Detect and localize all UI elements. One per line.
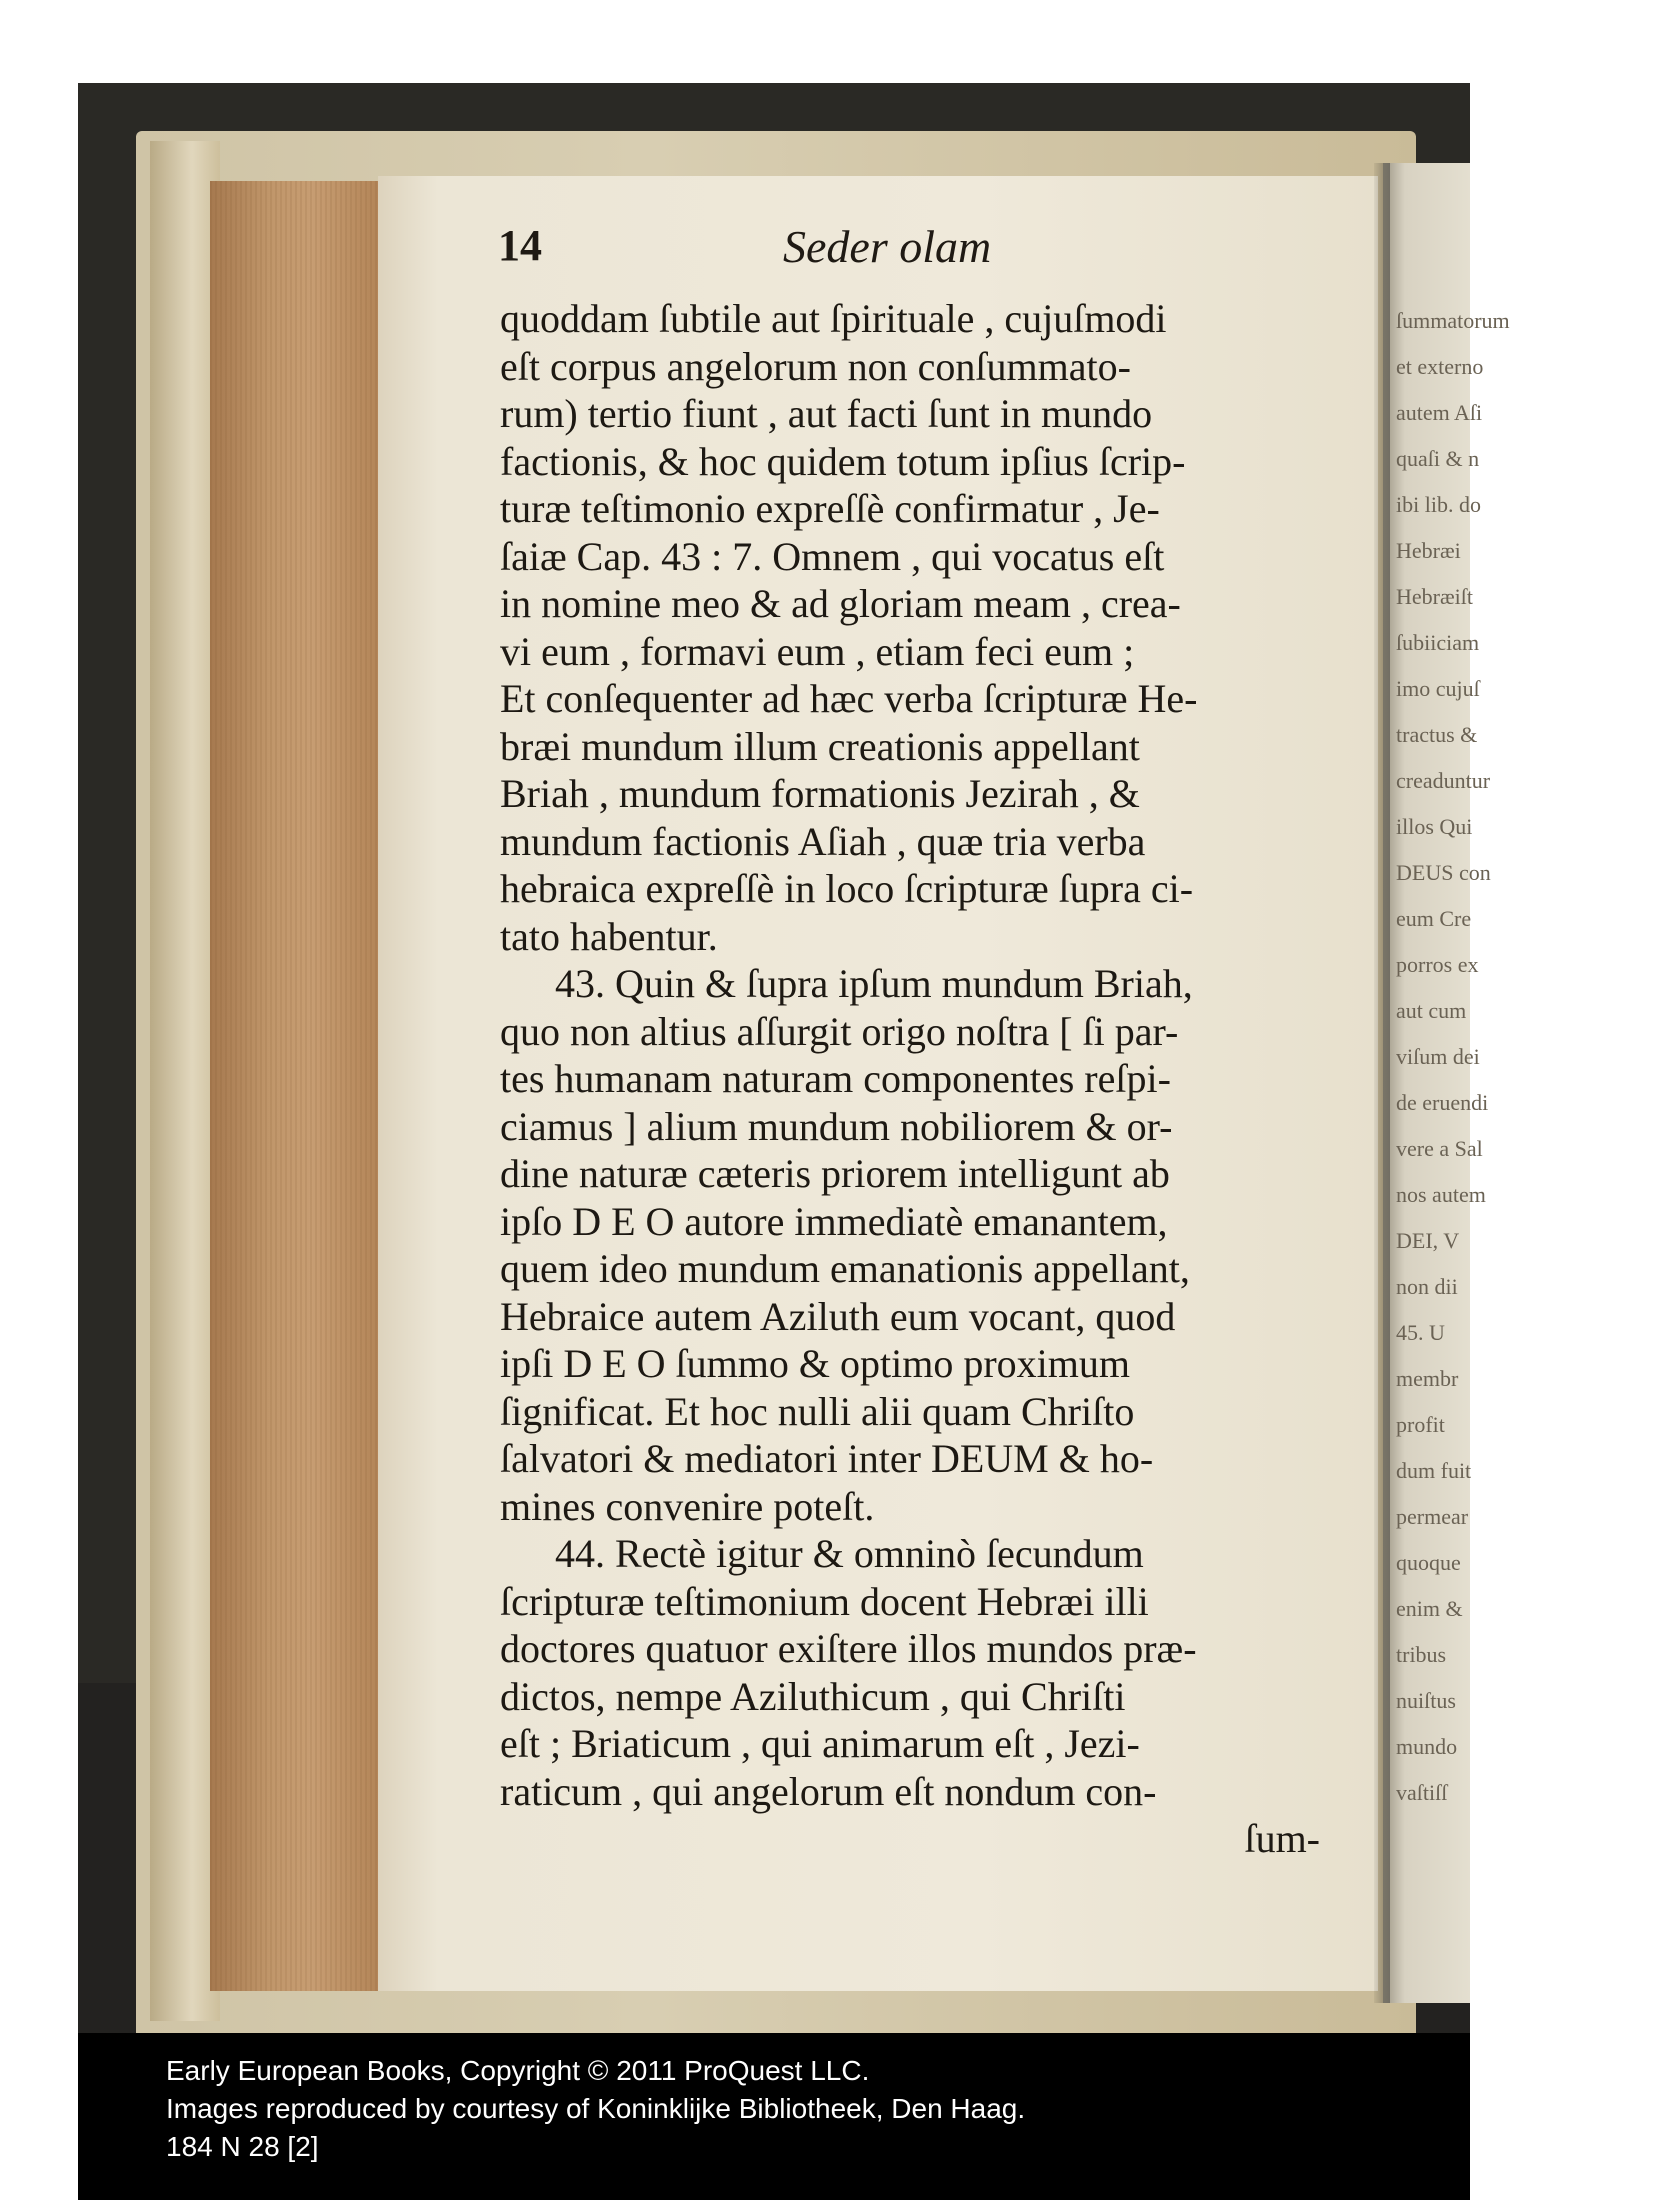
text-line: ipſo D E O autore immediatè emanantem,: [500, 1198, 1168, 1244]
text-line: 44. Rectè igitur & omninò ſecundum: [555, 1531, 1144, 1576]
caption-line-1: Early European Books, Copyright © 2011 ProQuest LLC.: [166, 2055, 870, 2086]
text-line: ipſi D E O ſummo & optimo proximum: [500, 1341, 1130, 1386]
page-body-text: [500, 295, 1320, 1863]
facing-text-line: vaſtiſſ: [1396, 1780, 1448, 1805]
facing-text-line: ſubiiciam: [1396, 630, 1480, 655]
facing-text-line: de eruendi: [1396, 1090, 1489, 1115]
facing-text-line: illos Qui: [1396, 814, 1473, 839]
text-line: vi eum , formavi eum , etiam feci eum ;: [500, 628, 1135, 674]
facing-text-line: quaſi & n: [1396, 446, 1480, 471]
text-line: quo non altius aſſurgit origo noſtra [ ſi par-: [500, 1008, 1179, 1054]
facing-text-line: creaduntur: [1396, 768, 1491, 793]
text-line: quoddam ſubtile aut ſpirituale , cujuſmodi: [500, 296, 1167, 341]
facing-text-line: nuiſtus: [1396, 1688, 1456, 1713]
text-line: in nomine meo & ad gloriam meam , crea-: [500, 581, 1181, 626]
facing-text-line: quoque: [1396, 1550, 1461, 1575]
copyright-caption: [78, 2033, 1470, 2200]
facing-text-line: nos autem: [1396, 1182, 1486, 1207]
facing-text-line: ibi lib. do: [1396, 492, 1481, 517]
facing-text-line: permear: [1396, 1504, 1469, 1529]
text-line: ſcripturæ teſtimonium docent Hebræi illi: [500, 1578, 1149, 1624]
text-line: tato habentur.: [500, 913, 718, 959]
text-line: eſt corpus angelorum non conſummato-: [500, 343, 1131, 389]
text-line: Hebraice autem Aziluth eum vocant, quod: [500, 1293, 1176, 1339]
facing-text-line: vere a Sal: [1396, 1136, 1483, 1161]
text-line: dine naturæ cæteris priorem intelligunt ab: [500, 1151, 1170, 1196]
page-number: 14: [498, 221, 542, 270]
facing-page-text: [1396, 298, 1510, 1816]
facing-text-line: Hebræi: [1396, 538, 1461, 563]
facing-text-line: tribus: [1396, 1642, 1447, 1667]
gutter-shadow: [1374, 163, 1390, 2003]
text-line: quem ideo mundum emanationis appellant,: [500, 1246, 1190, 1291]
text-line: mines convenire poteſt.: [500, 1483, 875, 1529]
text-line: turæ teſtimonio expreſſè confirmatur , Je-: [500, 486, 1160, 531]
text-line: ſignificat. Et hoc nulli alii quam Chriſto: [500, 1388, 1135, 1434]
facing-text-line: viſum dei: [1396, 1044, 1480, 1069]
facing-text-line: DEI, V: [1396, 1228, 1460, 1253]
running-title: Seder olam: [783, 221, 992, 272]
page-edges: [210, 181, 380, 1991]
text-line: ſum-: [1244, 1816, 1320, 1861]
facing-text-line: enim &: [1396, 1596, 1463, 1621]
facing-text-line: et externo: [1396, 354, 1484, 379]
facing-text-line: imo cujuſ: [1396, 676, 1480, 701]
text-line: eſt ; Briaticum , qui animarum eſt , Jezi-: [500, 1721, 1140, 1766]
text-line: hebraica expreſſè in loco ſcripturæ ſupra ci-: [500, 866, 1194, 911]
text-line: ciamus ] alium mundum nobiliorem & or-: [500, 1103, 1173, 1149]
text-line: bræi mundum illum creationis appellant: [500, 723, 1140, 769]
text-line: dictos, nempe Aziluthicum , qui Chriſti: [500, 1673, 1126, 1719]
facing-text-line: profit: [1396, 1412, 1445, 1437]
text-line: tes humanam naturam componentes reſpi-: [500, 1056, 1171, 1101]
text-line: ſaiæ Cap. 43 : 7. Omnem , qui vocatus eſt: [500, 533, 1165, 579]
caption-line-2: Images reproduced by courtesy of Koninklijke Bibliotheek, Den Haag.: [166, 2093, 1026, 2124]
facing-text-line: Hebræiſt: [1396, 584, 1473, 609]
facing-text-line: ſummatorum: [1396, 308, 1510, 333]
facing-text-line: non dii: [1396, 1274, 1458, 1299]
text-line: rum) tertio fiunt , aut facti ſunt in mundo: [500, 391, 1153, 436]
text-line: 43. Quin & ſupra ipſum mundum Briah,: [555, 961, 1193, 1006]
facing-text-line: membr: [1396, 1366, 1459, 1391]
facing-text-line: mundo: [1396, 1734, 1458, 1759]
text-line: doctores quatuor exiſtere illos mundos præ-: [500, 1626, 1197, 1671]
text-line: Briah , mundum formationis Jezirah , &: [500, 771, 1140, 816]
facing-text-line: porros ex: [1396, 952, 1479, 977]
text-line: raticum , qui angelorum eſt nondum con-: [500, 1768, 1157, 1814]
facing-text-line: 45. U: [1396, 1320, 1445, 1345]
text-line: mundum factionis Aſiah , quæ tria verba: [500, 818, 1146, 864]
text-line: Et conſequenter ad hæc verba ſcripturæ He-: [500, 676, 1198, 721]
facing-text-line: aut cum: [1396, 998, 1467, 1023]
facing-text-line: autem Aſi: [1396, 400, 1483, 425]
running-head: [498, 220, 1298, 280]
facing-text-line: dum fuit: [1396, 1458, 1472, 1483]
text-line: ſalvatori & mediatori inter DEUM & ho-: [500, 1436, 1154, 1481]
facing-text-line: eum Cre: [1396, 906, 1472, 931]
caption-line-3: 184 N 28 [2]: [166, 2131, 319, 2162]
facing-text-line: tractus &: [1396, 722, 1478, 747]
facing-text-line: DEUS con: [1396, 860, 1491, 885]
text-line: factionis, & hoc quidem totum ipſius ſcrip-: [500, 438, 1186, 484]
